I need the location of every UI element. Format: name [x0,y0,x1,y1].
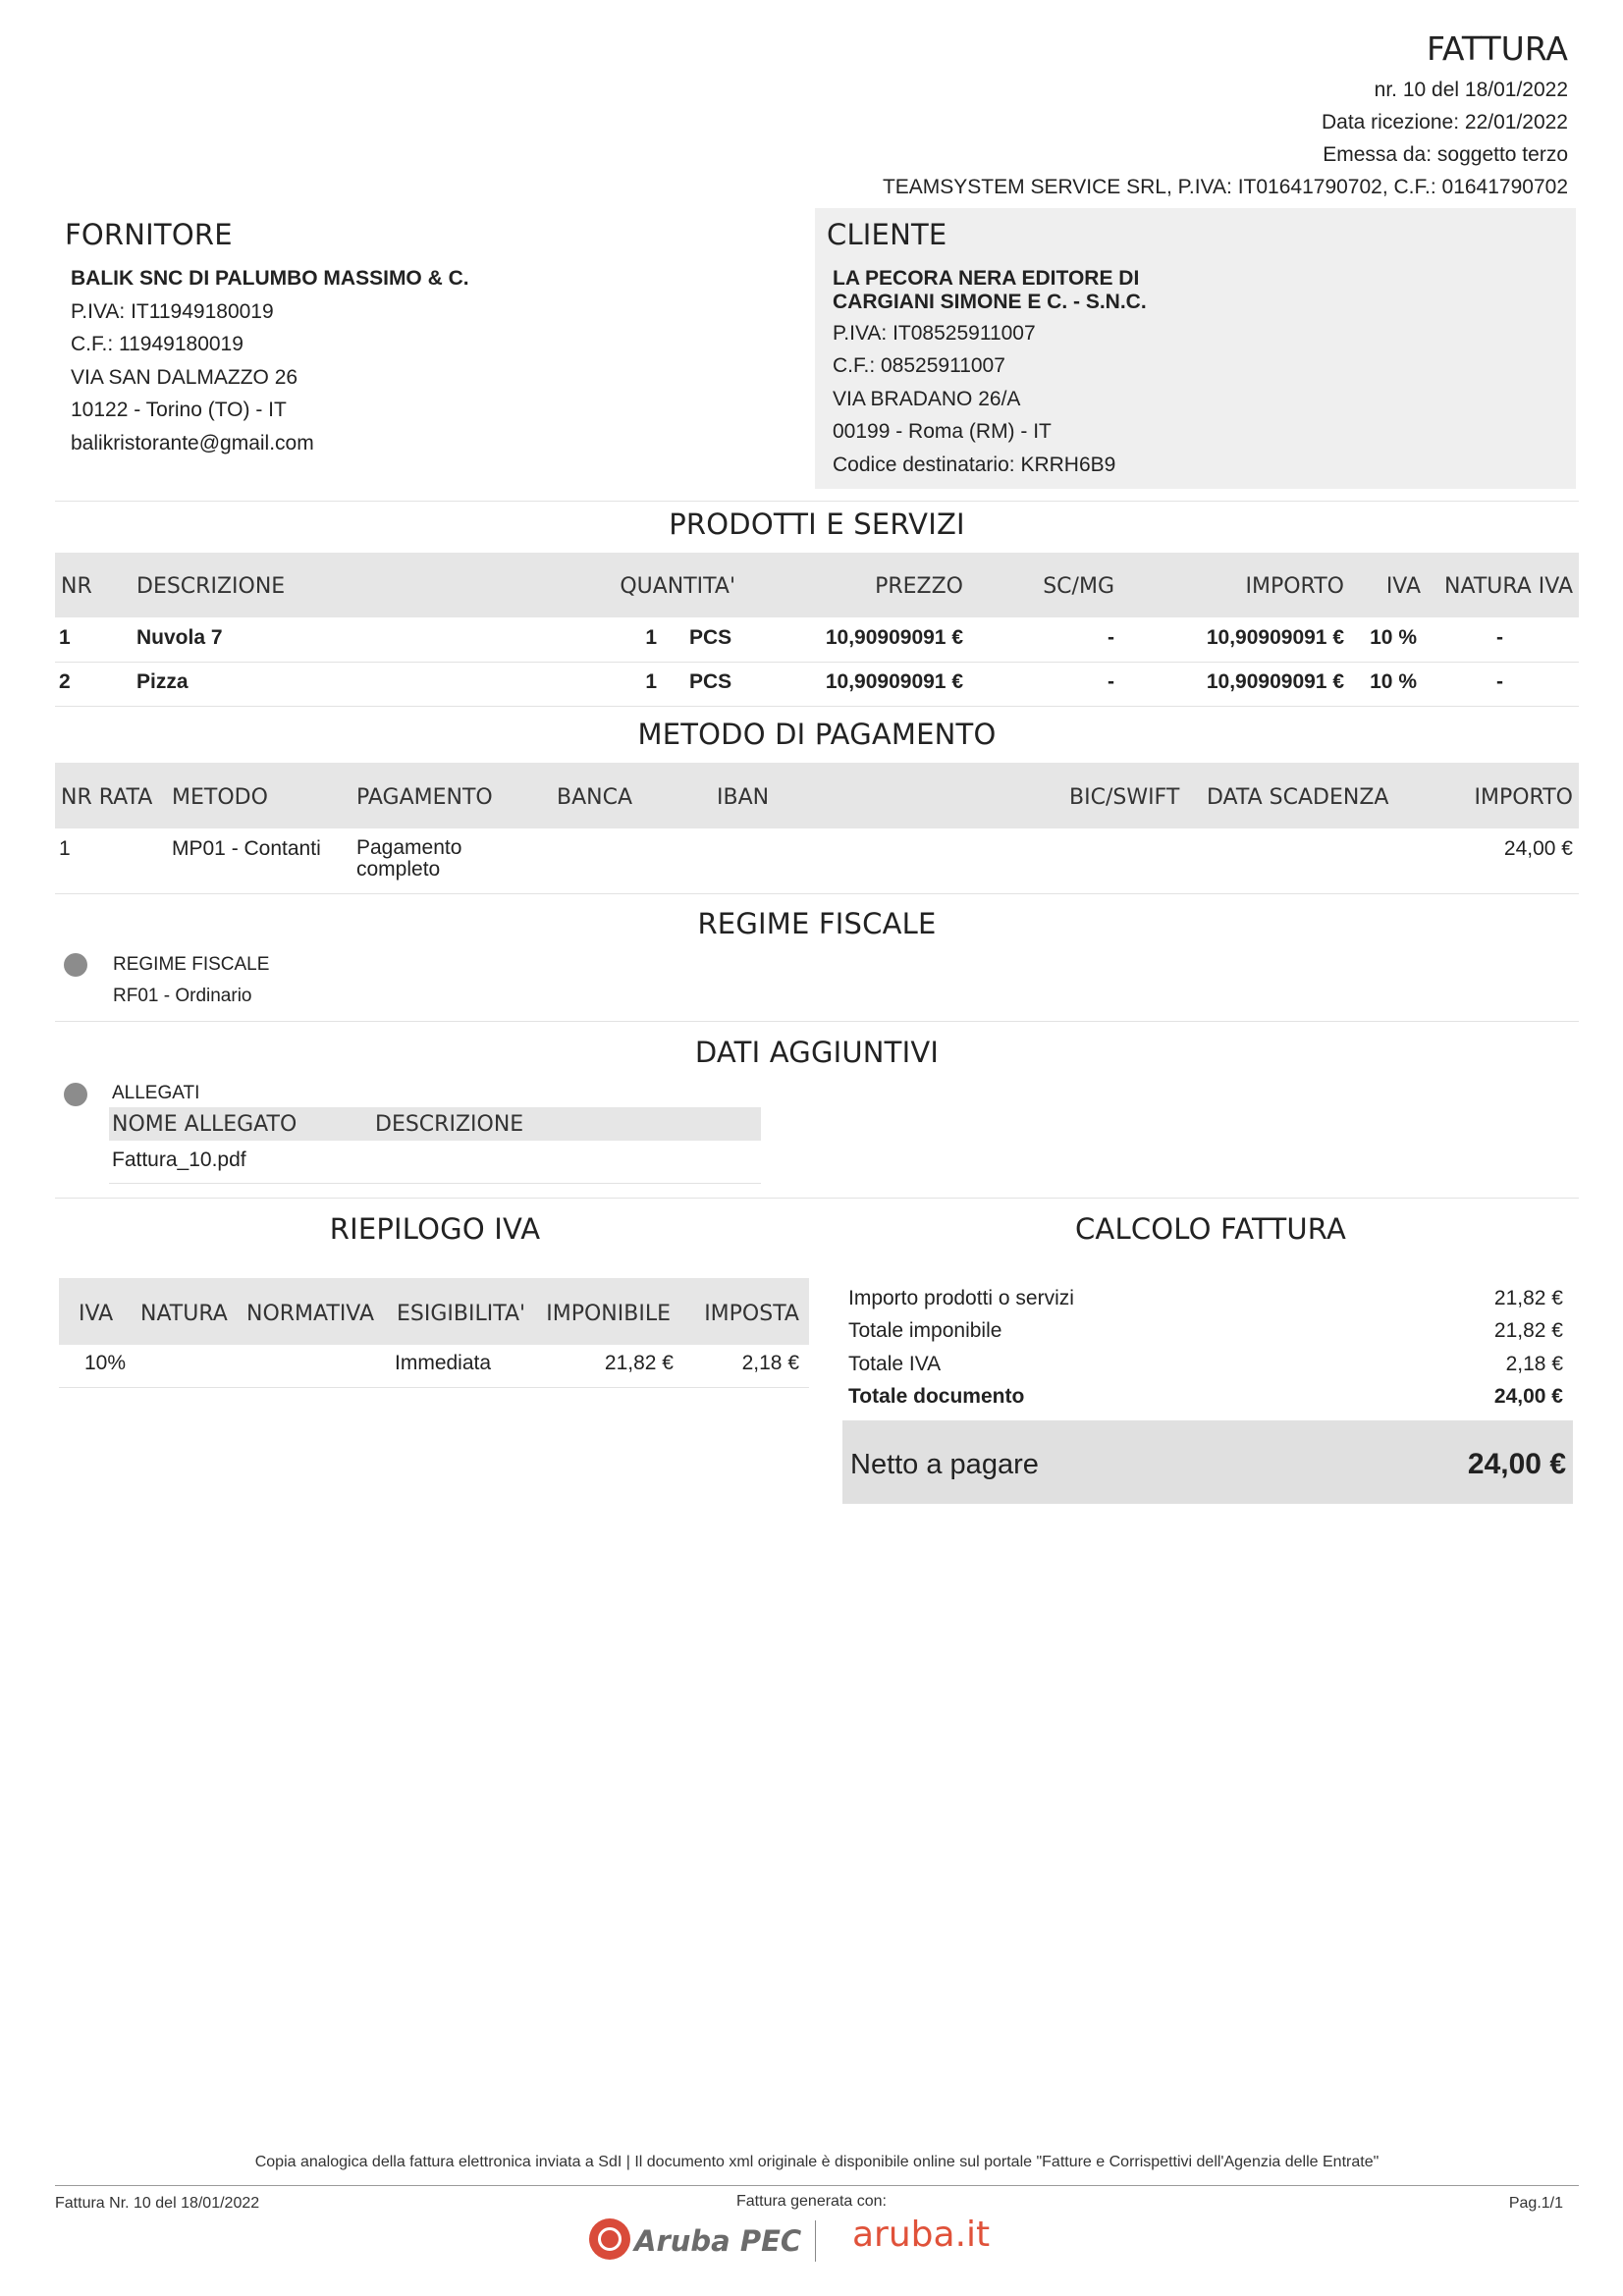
row-nr: 2 [59,670,71,693]
row-nr: 1 [59,626,71,649]
supplier-cf: C.F.: 11949180019 [71,333,243,355]
col-payment-amount: IMPORTO [1474,785,1573,810]
customer-piva: P.IVA: IT08525911007 [833,322,1036,345]
supplier-address: VIA SAN DALMAZZO 26 [71,366,298,389]
iva-taxable: 21,82 € [604,1352,674,1374]
col-iva-rate: IVA [79,1302,114,1326]
col-discount: SC/MG [1043,574,1114,599]
row-divider [55,706,1579,707]
row-unit: PCS [689,626,732,649]
calc-taxable-value: 21,82 € [1493,1319,1563,1342]
col-iva-nature: NATURA [140,1302,228,1326]
col-quantity: QUANTITA' [620,574,735,599]
iva-summary-heading: RIEPILOGO IVA [329,1212,541,1246]
footer-notice: Copia analogica della fattura elettronica inviata a SdI | Il documento xml originale è disponibile online sul portale "Fatture e Corrispettivi dell'Agenzia delle Entrate" [254,2154,1380,2170]
row-divider [59,1387,809,1388]
col-price: PREZZO [875,574,963,599]
col-attachment-description: DESCRIZIONE [375,1112,524,1137]
col-iva-norm: NORMATIVA [246,1302,375,1326]
calc-iva-label: Totale IVA [848,1353,942,1375]
regime-heading: REGIME FISCALE [697,907,937,940]
customer-name-line2: CARGIANI SIMONE E C. - S.N.C. [833,291,1147,313]
net-payable-value: 24,00 € [1467,1448,1566,1480]
row-discount: - [1108,670,1114,693]
calc-iva-value: 2,18 € [1505,1353,1563,1375]
col-iban: IBAN [717,785,770,810]
extra-heading: DATI AGGIUNTIVI [694,1036,940,1069]
regime-label: REGIME FISCALE [113,954,270,975]
divider [55,1198,1579,1199]
net-payable-label: Netto a pagare [850,1449,1039,1480]
footer-invoice-ref: Fattura Nr. 10 del 18/01/2022 [55,2195,260,2212]
row-quantity: 1 [645,626,657,649]
issued-by: Emessa da: soggetto terzo [1323,143,1568,166]
row-nature: - [1496,670,1503,693]
col-rate: NR RATA [61,785,153,810]
customer-cf: C.F.: 08525911007 [833,354,1005,377]
row-amount: 10,90909091 € [1206,670,1344,693]
divider [55,1021,1579,1022]
row-amount: 10,90909091 € [1206,626,1344,649]
col-amount: IMPORTO [1245,574,1344,599]
row-discount: - [1108,626,1114,649]
calc-total-value: 24,00 € [1493,1385,1563,1408]
row-iva: 10 % [1370,626,1417,649]
supplier-name: BALIK SNC DI PALUMBO MASSIMO & C. [71,267,469,290]
calc-products-label: Importo prodotti o servizi [848,1287,1074,1309]
row-iva: 10 % [1370,670,1417,693]
customer-name-line1: LA PECORA NERA EDITORE DI [833,267,1140,290]
row-divider [109,1183,761,1184]
document-title: FATTURA [1426,29,1568,68]
intermediary: TEAMSYSTEM SERVICE SRL, P.IVA: IT01641790702, C.F.: 01641790702 [882,176,1568,198]
supplier-heading: FORNITORE [65,218,233,251]
calc-taxable-label: Totale imponibile [848,1319,1002,1342]
footer-page: Pag.1/1 [1508,2195,1563,2212]
row-price: 10,90909091 € [825,670,963,693]
products-heading: PRODOTTI E SERVIZI [669,507,965,541]
col-description: DESCRIZIONE [136,574,286,599]
payment-heading: METODO DI PAGAMENTO [637,718,997,751]
row-unit: PCS [689,670,732,693]
col-method: METODO [172,785,268,810]
aruba-pec-logo-icon [589,2218,630,2260]
payment-method: MP01 - Contanti [172,837,321,860]
footer-generated: Fattura generata con: [736,2193,887,2210]
supplier-piva: P.IVA: IT11949180019 [71,300,274,323]
row-quantity: 1 [645,670,657,693]
row-description: Nuvola 7 [136,626,223,649]
bullet-icon [64,1083,87,1106]
divider [55,501,1579,502]
customer-city: 00199 - Roma (RM) - IT [833,420,1052,443]
customer-address: VIA BRADANO 26/A [833,388,1021,410]
received-date: Data ricezione: 22/01/2022 [1321,111,1568,133]
col-iva: IVA [1385,574,1421,599]
col-nr: NR [61,574,92,599]
invoice-number: nr. 10 del 18/01/2022 [1374,79,1568,101]
col-bic: BIC/SWIFT [1069,785,1180,810]
logo-divider [815,2220,816,2262]
calc-total-label: Totale documento [848,1385,1025,1408]
iva-rate: 10% [84,1352,127,1374]
col-attachment-name: NOME ALLEGATO [112,1112,298,1137]
iva-eligibility: Immediata [395,1352,492,1374]
footer-divider [55,2185,1579,2186]
payment-amount: 24,00 € [1503,837,1573,860]
col-iva-tax: IMPOSTA [704,1302,799,1326]
row-divider [55,893,1579,894]
bullet-icon [64,953,87,977]
col-nature: NATURA IVA [1444,574,1573,599]
calc-products-value: 21,82 € [1493,1287,1563,1309]
aruba-it-logo: aruba.it [852,2215,991,2255]
payment-rate: 1 [59,837,71,860]
iva-tax: 2,18 € [741,1352,799,1374]
col-payment: PAGAMENTO [356,785,493,810]
attachment-file: Fattura_10.pdf [112,1148,246,1171]
regime-value: RF01 - Ordinario [113,986,252,1006]
supplier-email: balikristorante@gmail.com [71,432,314,454]
calc-heading: CALCOLO FATTURA [1074,1212,1347,1246]
customer-heading: CLIENTE [827,218,947,251]
aruba-pec-logo: Aruba PEC [634,2224,802,2258]
col-iva-taxable: IMPONIBILE [546,1302,671,1326]
row-nature: - [1496,626,1503,649]
customer-code: Codice destinatario: KRRH6B9 [833,454,1116,476]
col-bank: BANCA [557,785,633,810]
row-divider [55,662,1579,663]
row-description: Pizza [136,670,189,693]
col-due-date: DATA SCADENZA [1207,785,1389,810]
payment-status-line2: completo [356,858,441,881]
col-iva-eligibility: ESIGIBILITA' [397,1302,526,1326]
payment-status-line1: Pagamento [356,836,462,859]
attachments-label: ALLEGATI [112,1083,200,1103]
row-price: 10,90909091 € [825,626,963,649]
supplier-city: 10122 - Torino (TO) - IT [71,399,287,421]
